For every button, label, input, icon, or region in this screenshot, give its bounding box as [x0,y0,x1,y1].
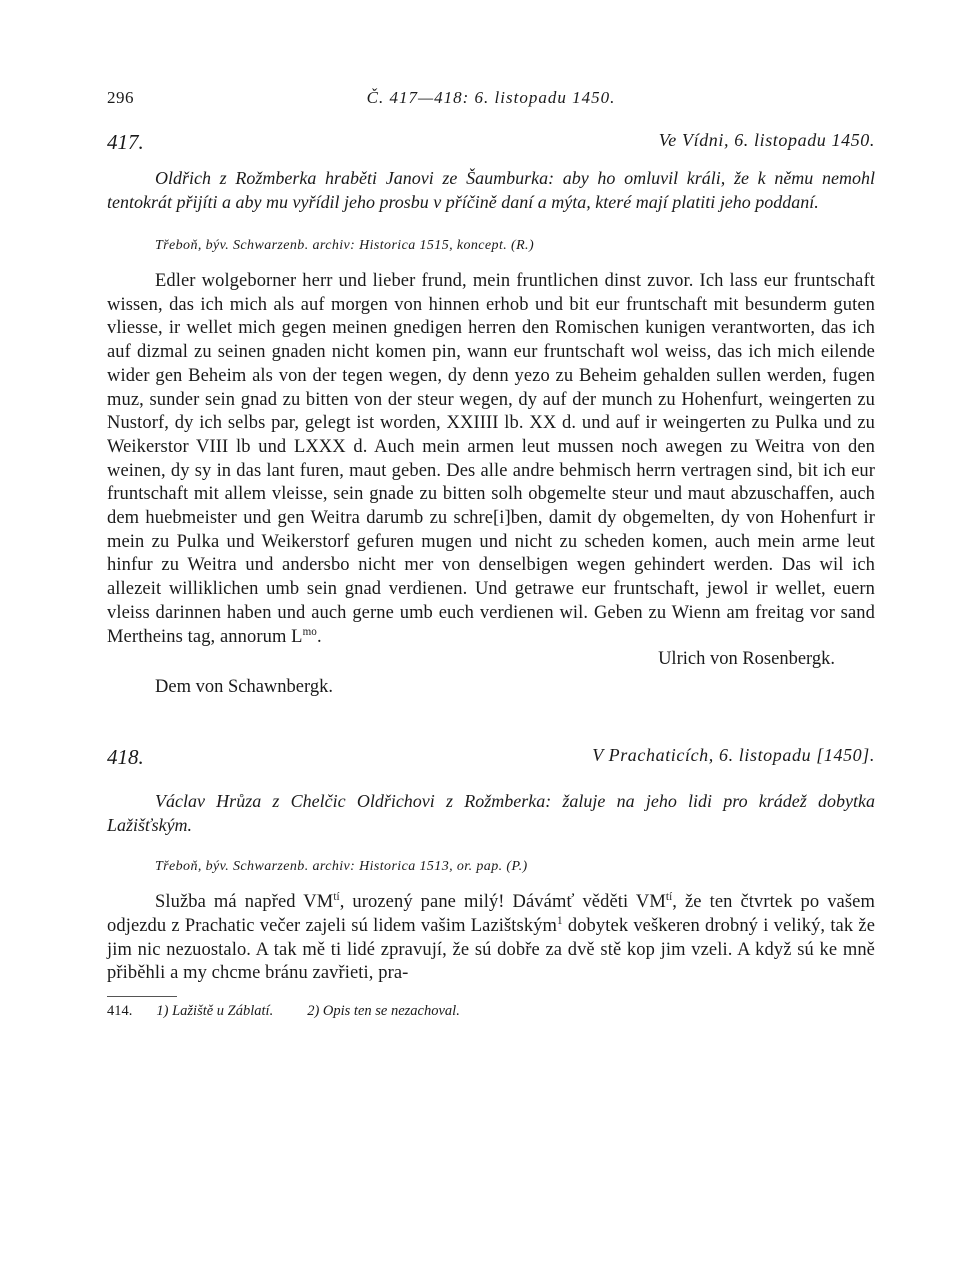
address: Dem von Schawnbergk. [155,677,333,698]
archival-source: Třeboň, býv. Schwarzenb. archiv: Historica 1513, or. pap. (P.) [155,859,528,875]
letter-text [107,891,875,986]
archival-source: Třeboň, býv. Schwarzenb. archiv: Historica 1515, koncept. (R.) [155,238,535,253]
letter-text [107,270,875,649]
footnote: 1) Lažiště u Záblatí. [156,1003,274,1020]
running-title: Č. 417—418: 6. listopadu 1450. [366,88,616,107]
footnote-marker: 1 [557,914,563,927]
document-heading-417 [107,130,875,160]
closing-row [107,649,875,673]
letter-text-part: , že ten čtvrtek po vašem odjezdu z Prachatic večer zajeli sú lidem vašim Lazištským [107,892,875,936]
running-head [107,88,875,114]
regest: Oldřich z Rožmberka hraběti Janovi ze Šaumburka: aby ho omluvil králi, že k němu nemohl tentokrát přijíti a aby mu vyřídil jeho prosbu v příčině daní a mýta, které mají platiti jeho poddaní. [107,168,875,212]
place-date: V Prachaticích, 6. listopadu [1450]. [592,745,875,766]
letter-text-part: dobytek veškeren drobný i veliký, tak že jim nic nezuostalo. A tak mě ti lidé zpravují, že sú dobře za dvě stě kop jim vzeli. A když sú ke mně přiběhli a my chcme bránu zavřieti, pra- [107,915,876,984]
signature: Ulrich von Rosenbergk. [658,649,835,670]
document-number: 418. [107,745,144,770]
place-date: Ve Vídni, 6. listopadu 1450. [658,130,875,150]
page-number: 296 [107,88,134,107]
document-heading-418 [107,745,875,775]
superscript: mo [302,625,317,638]
document-number: 417. [107,130,144,154]
letter-text-part: Služba má napřed VM [155,892,334,913]
footnote-ref: 414. [107,1003,133,1020]
superscript: tí [665,891,673,904]
letter-text-part: , urozený pane milý! Dávámť věděti VM [339,892,666,913]
page [107,88,875,1021]
letter-text-end: . [316,626,322,647]
letter-text-main: Edler wolgeborner herr und lieber frund, mein fruntlichen dinst zuvor. Ich lass eur fruntschaft wissen, das ich mich als auf morgen von hinnen erhob und bit eur fruntschaft mit besunderm guten vliesse, ir wellet mich gegen meinen gnedigen herren den Romischen kunigen verantworten, das ich auf dizmal zu seinen gnaden nicht komen pin, wann eur fruntschaft wol weiss, das ich mich eilende wider gen Beheim als von der tegen wegen, dy denn yezo zu Beheim gehalden sullen werden, fugen muz, sunder sein gnad zu bitten von der steur wegen, dy auf der munch zu Hohenfurt, weingerten zu Nustorf, dy ich selbs par, gelegt ist worden, XXIIII lb. XX d. und auf ir weingerten zu Pulka und zu Weikerstor VIII lb und LXXX d. Auch mein armen leut mussen noch awegen zu Weitra von den weinen, dy sy in das lant furen, maut geben. Des alle andre behmisch herrn vertragen sind, bit ich eur fruntschaft mit allem vleisse, sein gnade zu bitten solh obgemelte steur und maut abzuschaffen, auch dem huebmeister und gen Weitra darumb zu schre[i]ben, damit dy obgemelten, dy von Hohenfurt ir mein zu Pulka und Weikerstorf gefuren mugen und nicht zu scheden komen, auch mein arme leut hinfur zu Weitra und andersbo nicht mer von denselbigen wegen gehindert werden. Das wil ich allezeit williklichen umb sein gnad verdienen. Und getrawe eur fruntschaft, jewol ir wellet, euern vleiss darinnen haben und auch gerne umb euch verdienen wil. Geben zu Wienn am freitag vor sand Mertheins tag, annorum L [107,271,875,647]
footnote: 2) Opis ten se nezachoval. [307,1003,460,1020]
regest: Václav Hrůza z Chelčic Oldřichovi z Rožmberka: žaluje na jeho lidi pro krádež dobytka Lažišťským. [107,791,875,836]
footnotes [107,1001,875,1021]
superscript: tí [333,891,340,904]
